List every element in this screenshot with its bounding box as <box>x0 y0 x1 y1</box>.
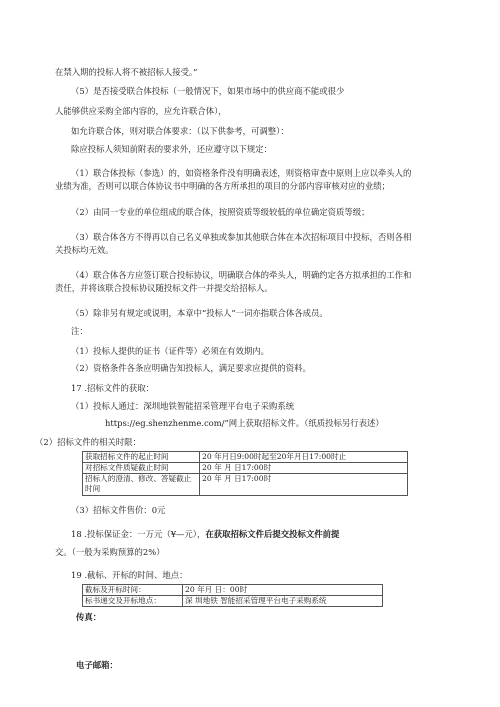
table-cell-label: 招标人的澄清、修改、答疑截止时间 <box>83 474 200 496</box>
text-line-1: 在禁入期的投标人将不被招标人接受。” <box>55 67 198 77</box>
table-row <box>83 474 408 496</box>
table-cell-label: 截标及开标时间： <box>83 585 183 596</box>
time-limits-table <box>82 451 408 496</box>
deposit-text: 18 .投标保证金：一万元（¥—元）， <box>71 529 206 539</box>
text-line-8: （2）由同一专业的单位组成的联合体，按照资质等级较低的单位确定资质等级； <box>71 207 370 217</box>
text-line-7: 业绩为准，否则可以联合体协议书中明确的各方所承担的项目的分部内容审核对应的业绩； <box>55 181 390 191</box>
text-line-5: 除应投标人须知前附表的要求外，还应遵守以下规定： <box>71 144 272 154</box>
text-line-9: （3）联合体各方不得再以自己名义单独或参加其他联合体在本次招标项目中投标，否则各相 <box>71 232 412 242</box>
fax-label: 传真： <box>76 612 102 622</box>
table-cell-value: 20 年月日9:00时起至20年月日17:00时止 <box>200 452 408 463</box>
deposit-emphasis: 在获取招标文件后提交投标文件前提 <box>205 529 340 539</box>
table-cell-label: 标书递交及开标地点： <box>83 596 183 607</box>
table-cell-label: 对招标文件质疑截止时间 <box>83 463 200 474</box>
text-line-12: 责任，并将该联合投标协议随投标文件一并提交给招标人。 <box>55 283 273 293</box>
text-line-15: （1）投标人提供的证书（证件等）必须在有效期内。 <box>71 346 269 356</box>
table-cell-label: 获取招标文件的起止时间 <box>83 452 200 463</box>
text-line-21: （3）招标文件售价：0元 <box>71 505 166 515</box>
text-line-18: （1）投标人通过：深圳地铁智能招采管理平台电子采购系统 <box>71 401 295 411</box>
table-row <box>83 452 408 463</box>
text-line-3: 人能够供应采购全部内容的，应允许联合体）， <box>55 106 227 116</box>
text-line-11: （4）联合体各方应签订联合投标协议，明确联合体的牵头人，明确约定各方拟承担的工作和 <box>71 270 412 280</box>
table-row <box>83 463 408 474</box>
table-cell-value: 20 年月 日：00时 <box>183 585 383 596</box>
email-label: 电子邮箱： <box>76 660 118 670</box>
section-17-heading: 17 .招标文件的获取： <box>71 383 154 393</box>
table-row <box>83 585 383 596</box>
text-line-4: 如允许联合体，则对联合体要求：（以下供参考，可调整）： <box>71 126 289 136</box>
text-line-2: （5）是否接受联合体投标（一般情况下，如果市场中的供应商不能或很少 <box>71 86 345 96</box>
text-line-16: （2）资格条件各条应明确告知投标人，满足要求应提供的资料。 <box>71 363 311 373</box>
text-line-20: （2）招标文件的相关时限： <box>35 437 141 447</box>
section-18-text <box>71 529 339 540</box>
table-cell-value: 深 圳地铁 智能招采管理平台电子采购系统 <box>183 596 383 607</box>
table-cell-value: 20 年 月 日17:00时 <box>200 474 408 496</box>
text-line-13: （5）除非另有规定或说明，本章中“投标人”一词亦指联合体各成员。 <box>71 308 328 318</box>
table-cell-value: 20 年 月 日17:00时 <box>200 463 408 474</box>
text-line-19: https://eg.shenzhenme.com/”网上获取招标文件。（纸质投标另行表述） <box>105 418 384 428</box>
text-line-6: （1）联合体投标（参选）的，如资格条件没有明确表述，则资格审查中原则上应以牵头人的 <box>71 168 412 178</box>
table-row <box>83 596 383 607</box>
text-line-10: 关投标均无效。 <box>55 245 114 255</box>
section-19-heading: 19 .截标、开标的时间、地点： <box>71 570 188 580</box>
text-line-23: 交。（一般为采购预算的2%） <box>55 547 165 557</box>
text-line-14: 注： <box>71 326 88 336</box>
opening-table <box>82 584 383 607</box>
